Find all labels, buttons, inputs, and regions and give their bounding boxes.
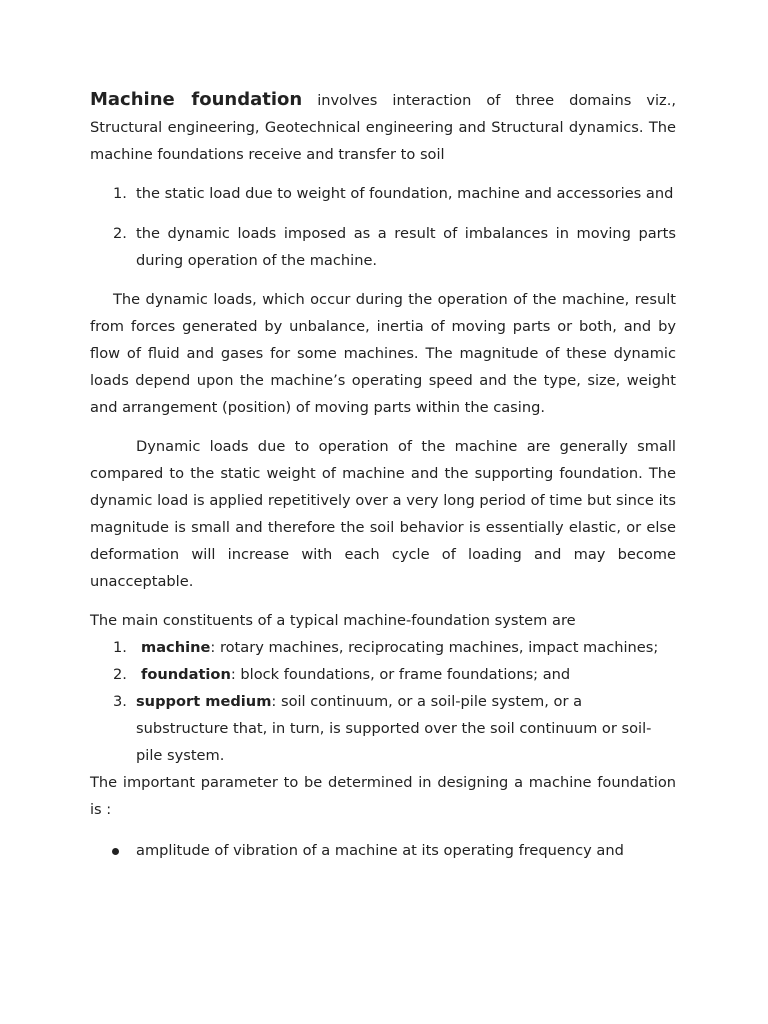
constituent-text: : rotary machines, reciprocating machines, impact machines; — [210, 639, 659, 656]
constituent-term: machine — [141, 639, 211, 656]
list-item-text: the static load due to weight of foundation, machine and accessories and — [136, 185, 674, 202]
list-number: 1. — [113, 185, 127, 202]
constituent-text: : block foundations, or frame foundations; and — [230, 666, 571, 683]
list-number: 2. — [113, 225, 127, 242]
list-item-text: amplitude of vibration of a machine at its operating frequency and — [136, 842, 624, 859]
list-number: 1. — [113, 639, 127, 656]
list-item — [90, 837, 676, 864]
bullet-icon — [112, 848, 119, 855]
list-item — [90, 634, 676, 661]
intro-text: involves interaction of three domains viz., Structural engineering, Geotechnical engineering and Structural dynamics. The machine foundations receive and transfer to soil — [90, 92, 676, 163]
parameter-intro: The important parameter to be determined in designing a machine foundation is : — [90, 774, 676, 818]
list-number: 3. — [113, 693, 127, 710]
constituent-term: support medium — [136, 693, 272, 710]
parameter-list — [90, 837, 676, 864]
intro-title: Machine foundation — [90, 89, 303, 110]
loads-list — [90, 180, 676, 274]
intro-paragraph — [90, 86, 676, 168]
constituent-text: : soil continuum, or a soil-pile system, or a substructure that, in turn, is supported over the soil continuum or soil-pile system. — [136, 693, 652, 764]
constituents-list — [90, 634, 676, 769]
constituents-intro: The main constituents of a typical machine-foundation system are — [90, 612, 576, 629]
dynamic-loads-paragraph: The dynamic loads, which occur during the operation of the machine, result from forces generated by unbalance, inertia of moving parts or both, and by flow of fluid and gases for some machines. The magnitude of these dynamic loads depend upon the machine’s operating speed and the type, size, weight and arrangement (position) of moving parts within the casing. — [90, 291, 676, 416]
list-item-text: the dynamic loads imposed as a result of imbalances in moving parts during operation of the machine. — [136, 225, 676, 269]
list-item — [90, 180, 676, 207]
dynamic-loads-small-paragraph: Dynamic loads due to operation of the machine are generally small compared to the static weight of machine and the supporting foundation. The dynamic load is applied repetitively over a very long period of time but since its magnitude is small and therefore the soil behavior is essentially elastic, or else deformation will increase with each cycle of loading and may become unacceptable. — [90, 438, 676, 590]
list-item — [90, 220, 676, 274]
document-page — [90, 86, 676, 864]
list-item — [90, 661, 676, 688]
list-item — [90, 688, 676, 769]
list-number: 2. — [113, 666, 127, 683]
constituent-term: foundation — [141, 666, 231, 683]
